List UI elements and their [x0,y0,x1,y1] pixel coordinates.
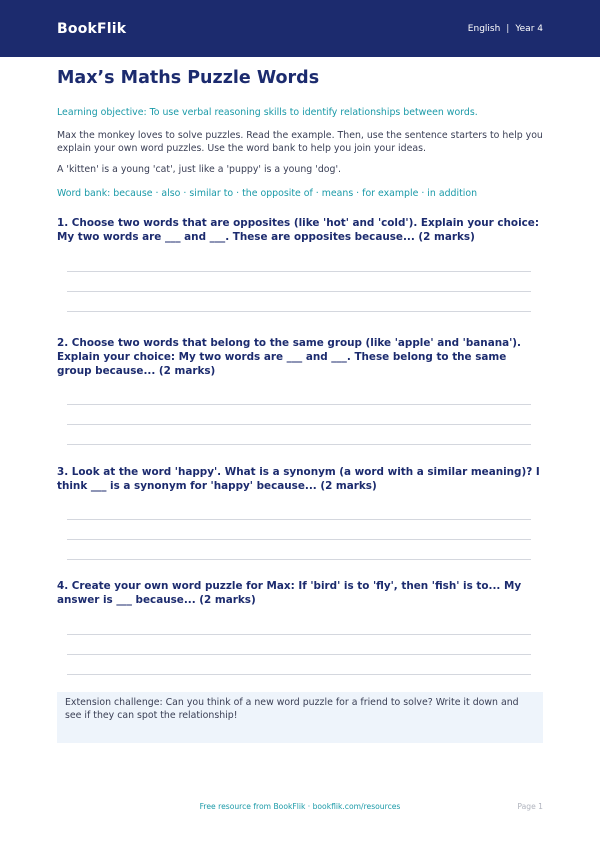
extension-challenge-box: Extension challenge: Can you think of a new word puzzle for a friend to solve? Write it down and see if they can spot the relationship! [57,692,543,743]
answer-line[interactable] [67,559,531,560]
learning-objective: Learning objective: To use verbal reasoning skills to identify relationships between words. [57,107,478,118]
question-3: 3. Look at the word 'happy'. What is a synonym (a word with a similar meaning)? I think ___ is a synonym for 'happy' because... (2 marks) [57,465,540,492]
worksheet-content [57,57,543,743]
question-4: 4. Create your own word puzzle for Max: If 'bird' is to 'fly', then 'fish' is to... My answer is ___ because... (2 marks) [57,579,522,606]
answer-line[interactable] [67,674,531,675]
question-2: 2. Choose two words that belong to the same group (like 'apple' and 'banana'). Explain your choice: My two words are ___ and ___. These belong to the same group because... (2 marks) [57,336,521,377]
subject-label: English [467,23,501,34]
answer-line[interactable] [67,539,531,540]
brand-logo-text: BookFlik [57,20,127,37]
example-sentence: A 'kitten' is a young 'cat', just like a 'puppy' is a young 'dog'. [57,163,342,175]
answer-lines-2[interactable] [67,404,531,445]
year-label: Year 4 [515,23,543,34]
question-1: 1. Choose two words that are opposites (like 'hot' and 'cold'). Explain your choice: My two words are ___ and ___. These are opposites because... (2 marks) [57,216,539,243]
meta-separator: | [506,23,510,34]
answer-line[interactable] [67,654,531,655]
answer-lines-3[interactable] [67,519,531,560]
answer-lines-4[interactable] [67,634,531,675]
answer-line[interactable] [67,444,531,445]
answer-line[interactable] [67,634,531,635]
answer-line[interactable] [67,271,531,272]
word-bank: Word bank: because · also · similar to · the opposite of · means · for example · in addition [57,187,478,199]
page-title: Max’s Maths Puzzle Words [57,68,320,88]
intro-paragraph: Max the monkey loves to solve puzzles. Read the example. Then, use the sentence starters to help you explain your own word puzzles. Use the word bank to help you join your ideas. [57,130,543,155]
answer-lines-1[interactable] [67,271,531,312]
header-bar [0,0,600,57]
answer-line[interactable] [67,311,531,312]
answer-line[interactable] [67,404,531,405]
subject-year-meta [468,24,543,34]
footer-resource-link[interactable]: Free resource from BookFlik · bookflik.com/resources [199,802,401,811]
page-number: Page 1 [517,802,543,811]
answer-line[interactable] [67,424,531,425]
answer-line[interactable] [67,519,531,520]
answer-line[interactable] [67,291,531,292]
